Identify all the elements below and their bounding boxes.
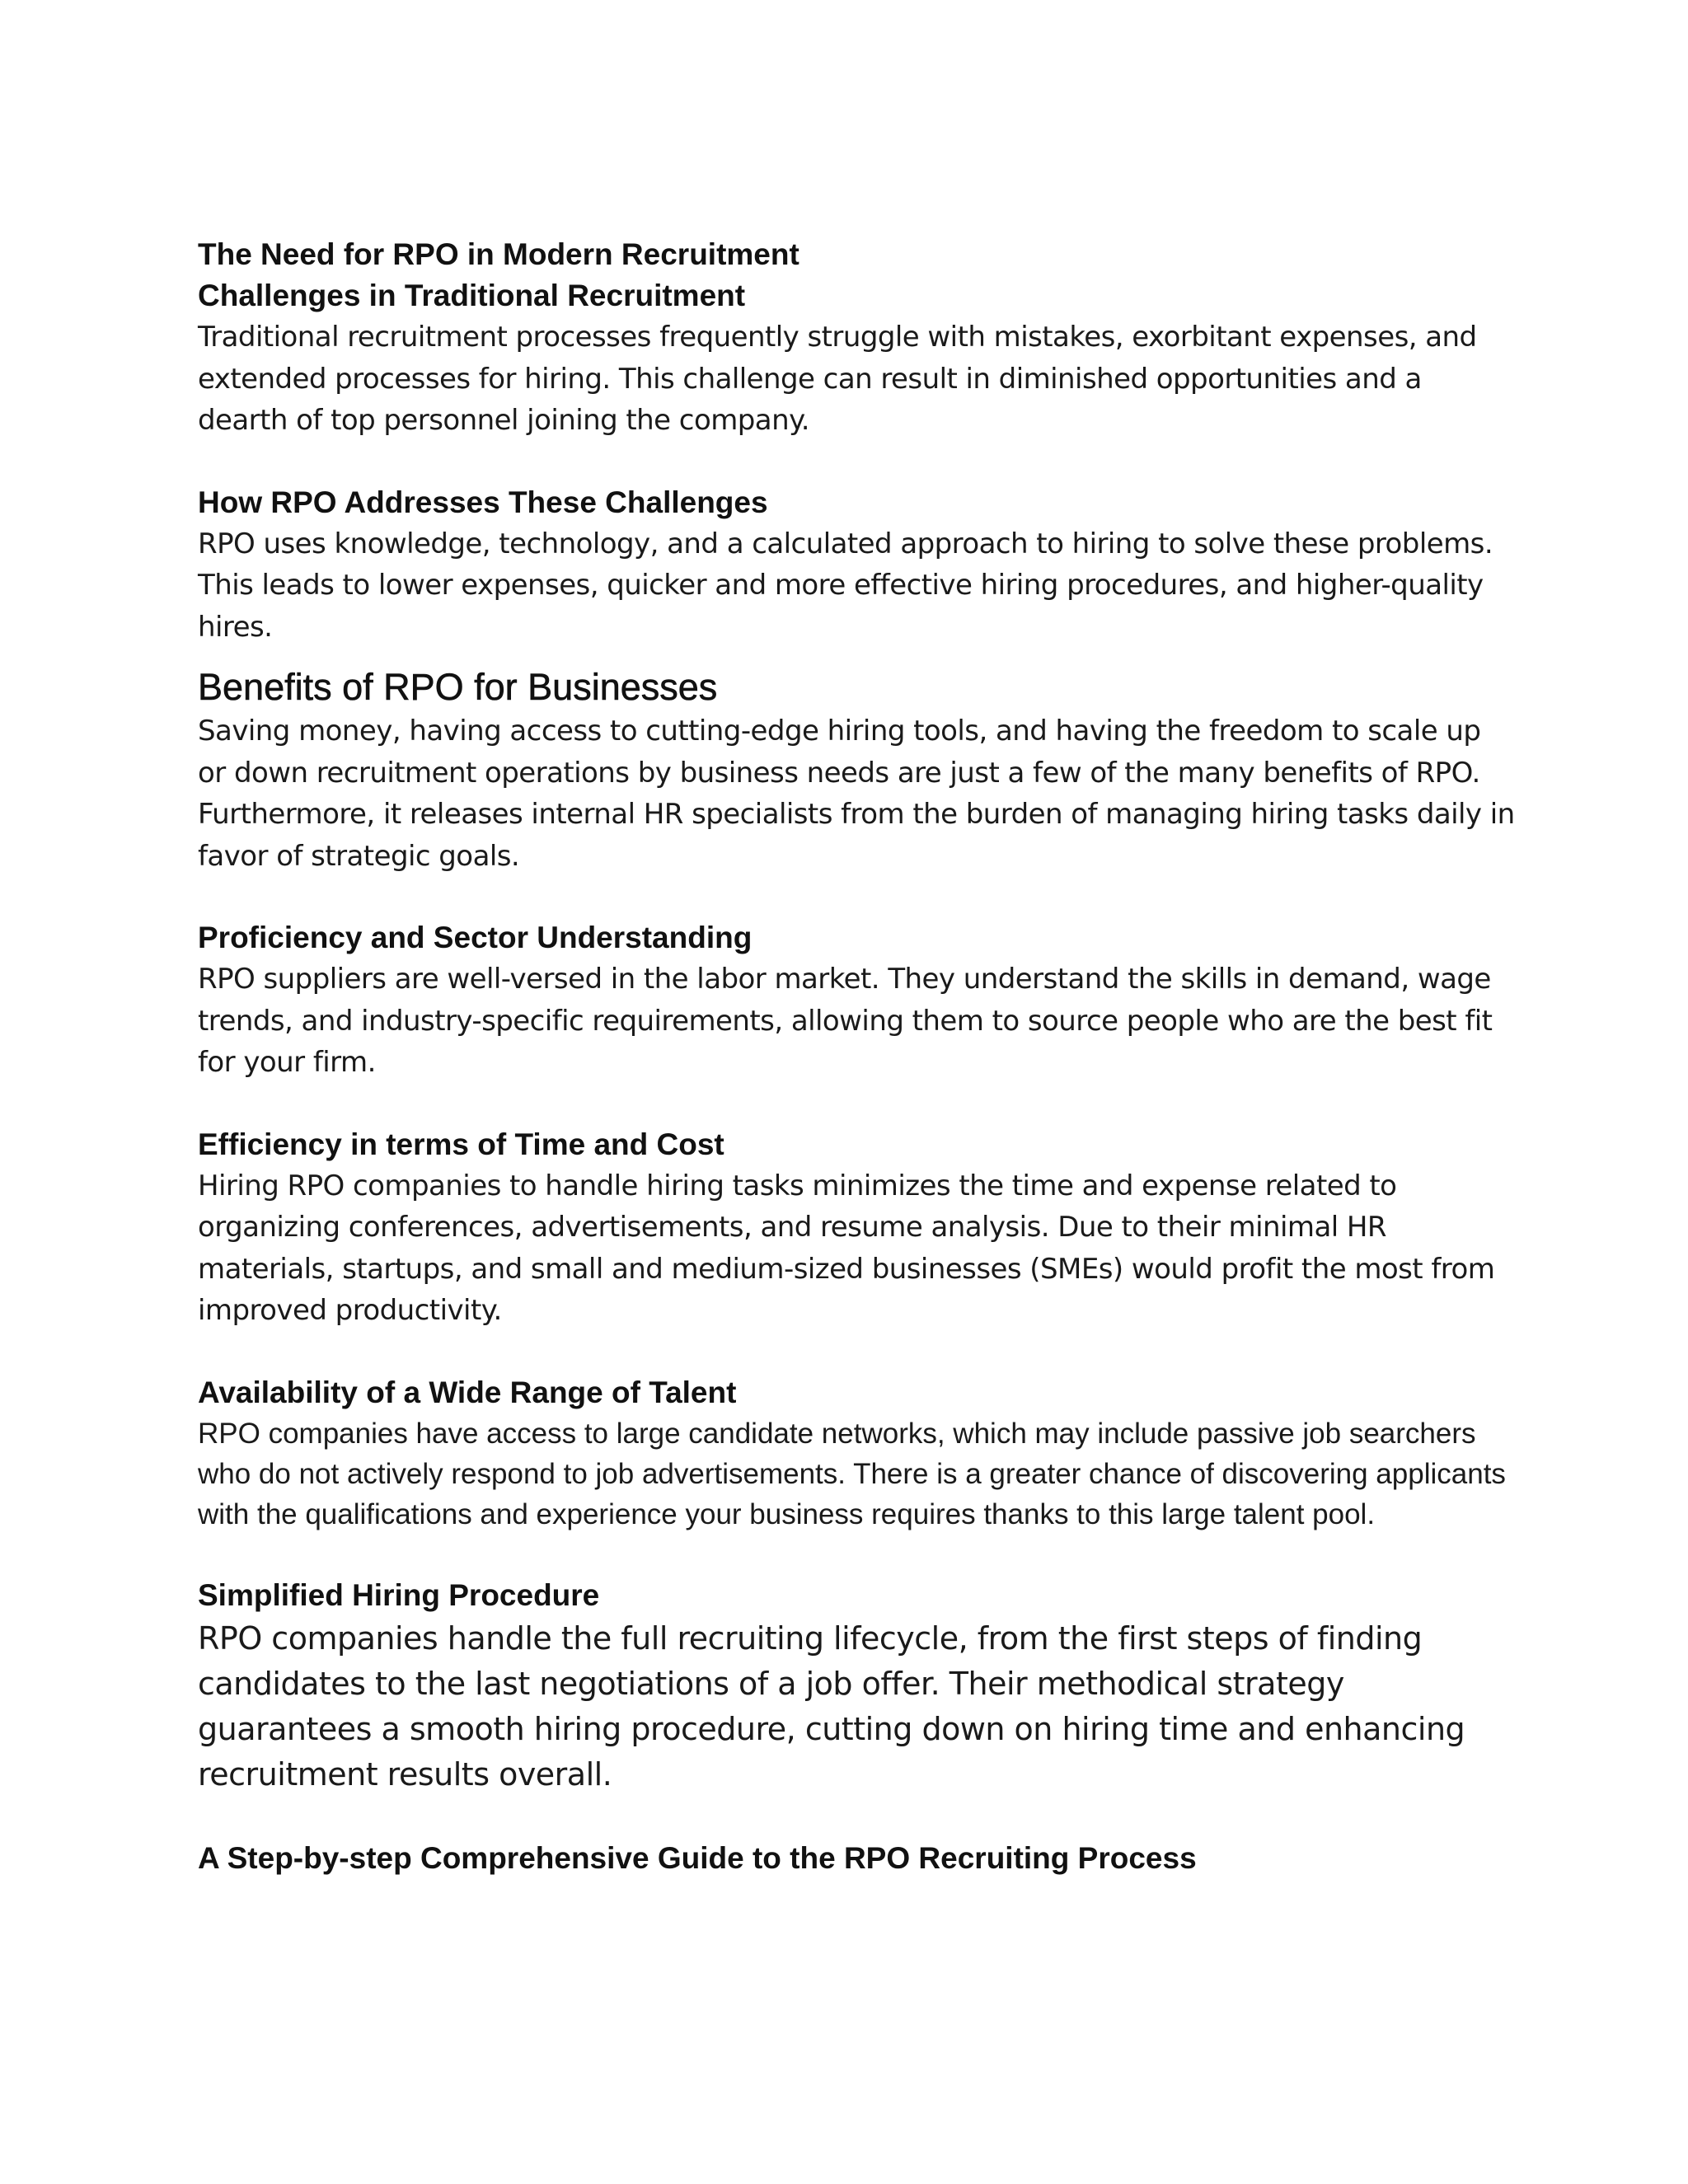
section-heading-talent: Availability of a Wide Range of Talent — [198, 1375, 737, 1409]
section-heading-challenges: Challenges in Traditional Recruitment — [198, 279, 746, 312]
spacer — [198, 877, 1517, 917]
paragraph-benefits: Saving money, having access to cutting-edge hiring tools, and having the freedom to scale up or down recruitment operations by business needs are just a few of the many benefits of RPO. Furthermore, it releases internal HR specialists from the burden of managing hiring tasks daily in favor of strategic goals. — [198, 715, 1515, 873]
section-heading-benefits: Benefits of RPO for Businesses — [198, 666, 718, 708]
spacer — [198, 1332, 1517, 1372]
spacer — [198, 1797, 1517, 1838]
section-heading-addresses: How RPO Addresses These Challenges — [198, 485, 768, 519]
section-heading-guide: A Step-by-step Comprehensive Guide to the RPO Recruiting Process — [198, 1840, 1197, 1875]
paragraph-proficiency: RPO suppliers are well-versed in the labor market. They understand the skills in demand, wage trends, and industry-specific requirements, allowing them to source people who are the best fit for your firm. — [198, 963, 1493, 1079]
spacer — [198, 1535, 1517, 1575]
section-heading-efficiency: Efficiency in terms of Time and Cost — [198, 1127, 724, 1161]
spacer — [198, 442, 1517, 482]
paragraph-simplified: RPO companies handle the full recruiting lifecycle, from the first steps of finding candidates to the last negotiations of a job offer. Their methodical strategy guarantees a smooth hiring procedure, cutting down on hiring time and enhancing recruitment results overall. — [198, 1619, 1465, 1793]
paragraph-challenges: Traditional recruitment processes frequently struggle with mistakes, exorbitant expenses, and extended processes for hiring. This challenge can result in diminished opportunities and a dearth of top personnel joining the company. — [198, 321, 1477, 437]
paragraph-addresses: RPO uses knowledge, technology, and a calculated approach to hiring to solve these problems. This leads to lower expenses, quicker and more effective hiring procedures, and higher-quality hires. — [198, 527, 1493, 644]
section-heading-proficiency: Proficiency and Sector Understanding — [198, 921, 753, 954]
paragraph-efficiency: Hiring RPO companies to handle hiring tasks minimizes the time and expense related to organizing conferences, advertisements, and resume analysis. Due to their minimal HR materials, startups, and small and medium-sized businesses (SMEs) would profit the most from improved productivity. — [198, 1169, 1495, 1327]
spacer — [198, 648, 1517, 664]
spacer — [198, 1084, 1517, 1124]
document-page — [198, 234, 1517, 1879]
section-heading-need: The Need for RPO in Modern Recruitment — [198, 237, 799, 271]
paragraph-talent: RPO companies have access to large candidate networks, which may include passive job searchers who do not actively respond to job advertisements. There is a greater chance of discovering applicants with the qualifications and experience your business requires thanks to this large talent pool. — [198, 1417, 1506, 1530]
section-heading-simplified: Simplified Hiring Procedure — [198, 1577, 600, 1612]
